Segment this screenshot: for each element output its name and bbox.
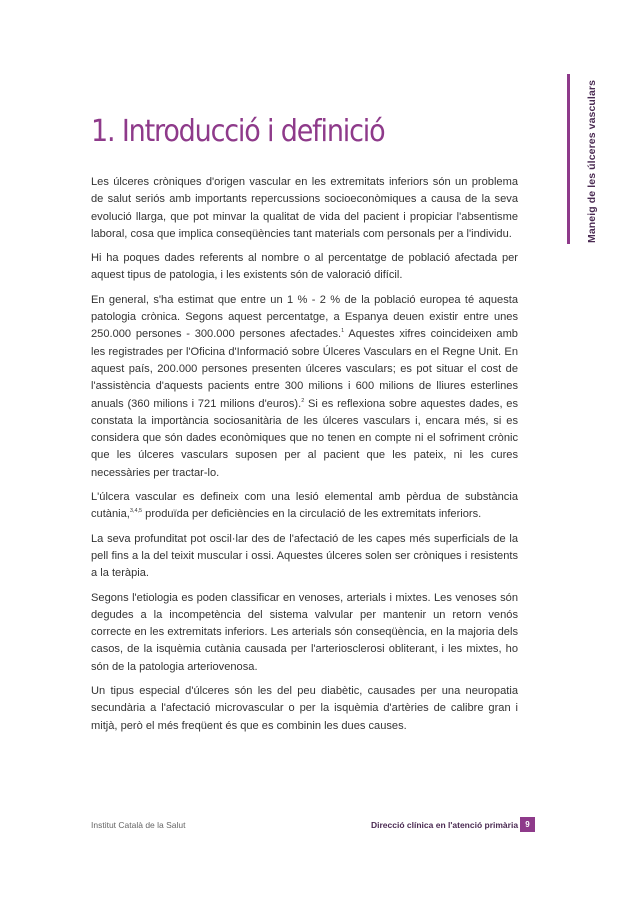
paragraph-2: Hi ha poques dades referents al nombre o al percentatge de població afectada per aquest tipus de patologia, i les existents són de valoració difícil. [91, 252, 518, 282]
footer-department: Direcció clínica en l'atenció primària [371, 820, 519, 830]
paragraph-3-part-b: Aquestes xifres coincideixen amb les registrades per l'Oficina d'Informació sobre Úlceres Vasculars en el Regne Unit. En aquest país, 200.000 persones presenten úlceres vasculars; es pot situar el cost de l'assistència d'aquests pacients entre 300 milions i 600 milions de lliures esterlines anuals (360 milions i 721 milions d'euros). [91, 328, 518, 410]
footer-institution: Institut Català de la Salut [91, 820, 186, 830]
footnote-ref-2: 2 [301, 397, 305, 404]
page-title: 1. Introducció i definició [91, 114, 385, 149]
paragraph-6: Segons l'etiologia es poden classificar en venoses, arterials i mixtes. Les venoses són degudes a la incompetència del sistema valvular per mantenir un retorn venós correcte en les extremitats inferiors. Les arterials són conseqüència, en la majoria dels casos, de la isquèmia cutània causada per l'arteriosclerosi obliterant, i les mixtes, ho són de la patologia arteriovenosa. [91, 591, 518, 673]
page-number: 9 [520, 817, 535, 832]
side-accent-rule [567, 74, 570, 244]
paragraph-5: La seva profunditat pot oscil·lar des de l'afectació de les capes més superficials de la pell fins a la del teixit muscular i ossi. Aquestes úlceres solen ser cròniques i resistents a la teràpia. [91, 532, 518, 580]
paragraph-3 [91, 292, 518, 482]
paragraph-3-part-a: En general, s'ha estimat que entre un 1 % - 2 % de la població europea té aquesta patologia crònica. Segons aquest percentatge, a Espanya deuen existir entre unes 250.000 persones - 300.000 persones afectades. [91, 293, 518, 341]
paragraph-4-part-b: produïda per deficiències en la circulació de les extremitats inferiors. [142, 508, 482, 521]
footnote-ref-1: 1 [341, 328, 345, 335]
running-section-title: Maneig de les úlceres vasculars [586, 79, 598, 243]
paragraph-4 [91, 489, 518, 524]
footnote-ref-3-4-5: 3,4,5 [129, 508, 143, 515]
paragraph-4-part-a: L'úlcera vascular es defineix com una lesió elemental amb pèrdua de substància cutània, [91, 491, 518, 521]
body-text [91, 174, 518, 742]
paragraph-3-part-c: Si es reflexiona sobre aquestes dades, es constata la importància sociosanitària de les úlceres vasculars i, encara més, si es considera que són dades econòmiques que no tenen en compte ni el sofriment crònic que les úlceres vasculars suposen per al pacient que les pateix, ni les cures necessàries per tractar-lo. [91, 397, 518, 479]
paragraph-1: Les úlceres cròniques d'origen vascular en les extremitats inferiors són un problema de salut seriós amb importants repercussions socioeconòmiques a causa de la seva evolució llarga, que pot minvar la qualitat de vida del pacient i propiciar l'absentisme laboral, cosa que implica conseqüències tant materials com personals per a l'individu. [91, 176, 518, 240]
paragraph-7: Un tipus especial d'úlceres són les del peu diabètic, causades per una neuropatia secundària a l'afectació microvascular o per la isquèmia d'artèries de calibre gran i mitjà, però el més freqüent és que es combinin les dues causes. [91, 685, 518, 732]
